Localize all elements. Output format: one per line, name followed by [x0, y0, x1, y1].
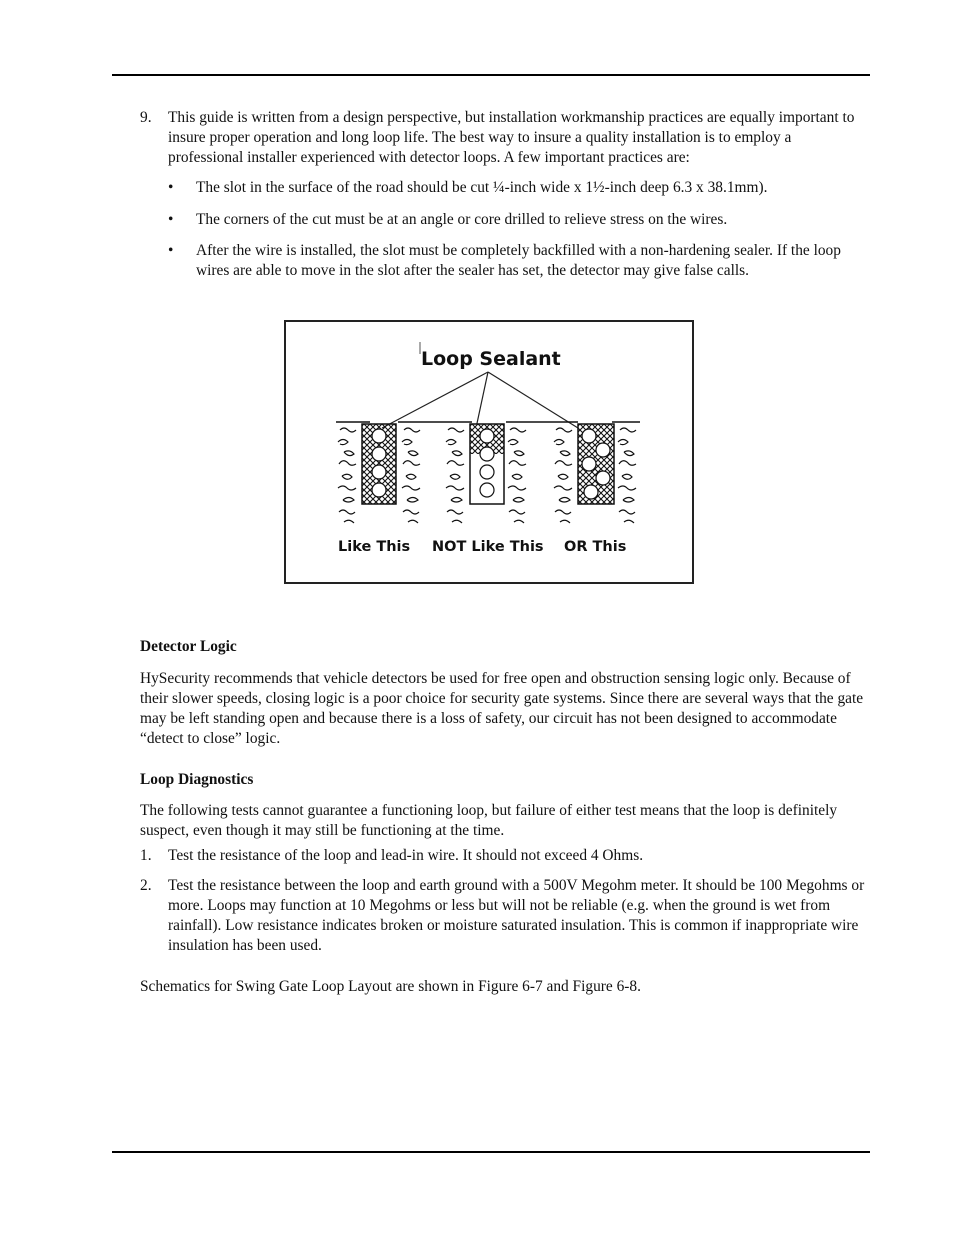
loop-sealant-diagram	[286, 322, 692, 582]
list-number: 9.	[140, 109, 152, 126]
leader-line	[476, 372, 488, 428]
slot-like-this	[338, 424, 420, 523]
list-number: 1.	[140, 847, 152, 864]
header-rule	[112, 74, 870, 76]
list-text: This guide is written from a design perspective, but installation workmanship practices are equally important to insure proper operation and long loop life. The best way to insure a quality installation is to employ a professional installer experienced with detector loops. A few important practices are:	[168, 109, 855, 166]
loop-diagnostics-intro: The following tests cannot guarantee a functioning loop, but failure of either test means that the loop is definitely suspect, even though it may still be functioning at the time.	[140, 802, 838, 839]
footer-rule	[112, 1151, 870, 1153]
leader-line	[382, 372, 488, 428]
slot-not-like-this	[446, 424, 526, 523]
label-or-this: OR This	[564, 539, 627, 555]
list-text: Test the resistance between the loop and earth ground with a 500V Megohm meter. It should be 100 Megohms or more. Loops may function at 10 Megohms or less but will not be reliable (e.g. when the ground is wet from rainfall). Low resistance indicates broken or moisture saturated insulation. This is common if inappropriate wire insulation has been used.	[168, 877, 865, 954]
loop-sealant-figure	[284, 320, 694, 584]
label-like-this: Like This	[338, 539, 411, 555]
list-number: 2.	[140, 877, 152, 894]
label-not-like-this: NOT Like This	[432, 539, 544, 555]
list-text: Test the resistance of the loop and lead-in wire. It should not exceed 4 Ohms.	[168, 847, 644, 864]
bullet-symbol: •	[168, 211, 174, 228]
figure-title: Loop Sealant	[421, 348, 561, 370]
bullet-symbol: •	[168, 179, 174, 196]
bullet-text: The corners of the cut must be at an angle or core drilled to relieve stress on the wires.	[196, 211, 728, 228]
detector-logic-paragraph: HySecurity recommends that vehicle detectors be used for free open and obstruction sensing logic only. Because of their slower speeds, closing logic is a poor choice for security gate systems. Since there are several ways that the gate may be left standing open and because there is a loss of safety, our circuit has not been designed to accommodate “detect to close” logic.	[140, 670, 864, 747]
bullet-text: The slot in the surface of the road should be cut ¼-inch wide x 1½-inch deep 6.3 x 38.1mm).	[196, 179, 768, 196]
schematics-note: Schematics for Swing Gate Loop Layout are shown in Figure 6-7 and Figure 6-8.	[140, 978, 641, 995]
section-heading-loop-diagnostics: Loop Diagnostics	[140, 771, 254, 788]
bullet-symbol: •	[168, 242, 174, 259]
leader-line	[488, 372, 578, 428]
section-heading-detector-logic: Detector Logic	[140, 638, 237, 655]
bullet-text: After the wire is installed, the slot must be completely backfilled with a non-hardening sealer. If the loop wires are able to move in the slot after the sealer has set, the detector may give false calls.	[196, 242, 841, 279]
slot-or-this	[554, 424, 636, 523]
